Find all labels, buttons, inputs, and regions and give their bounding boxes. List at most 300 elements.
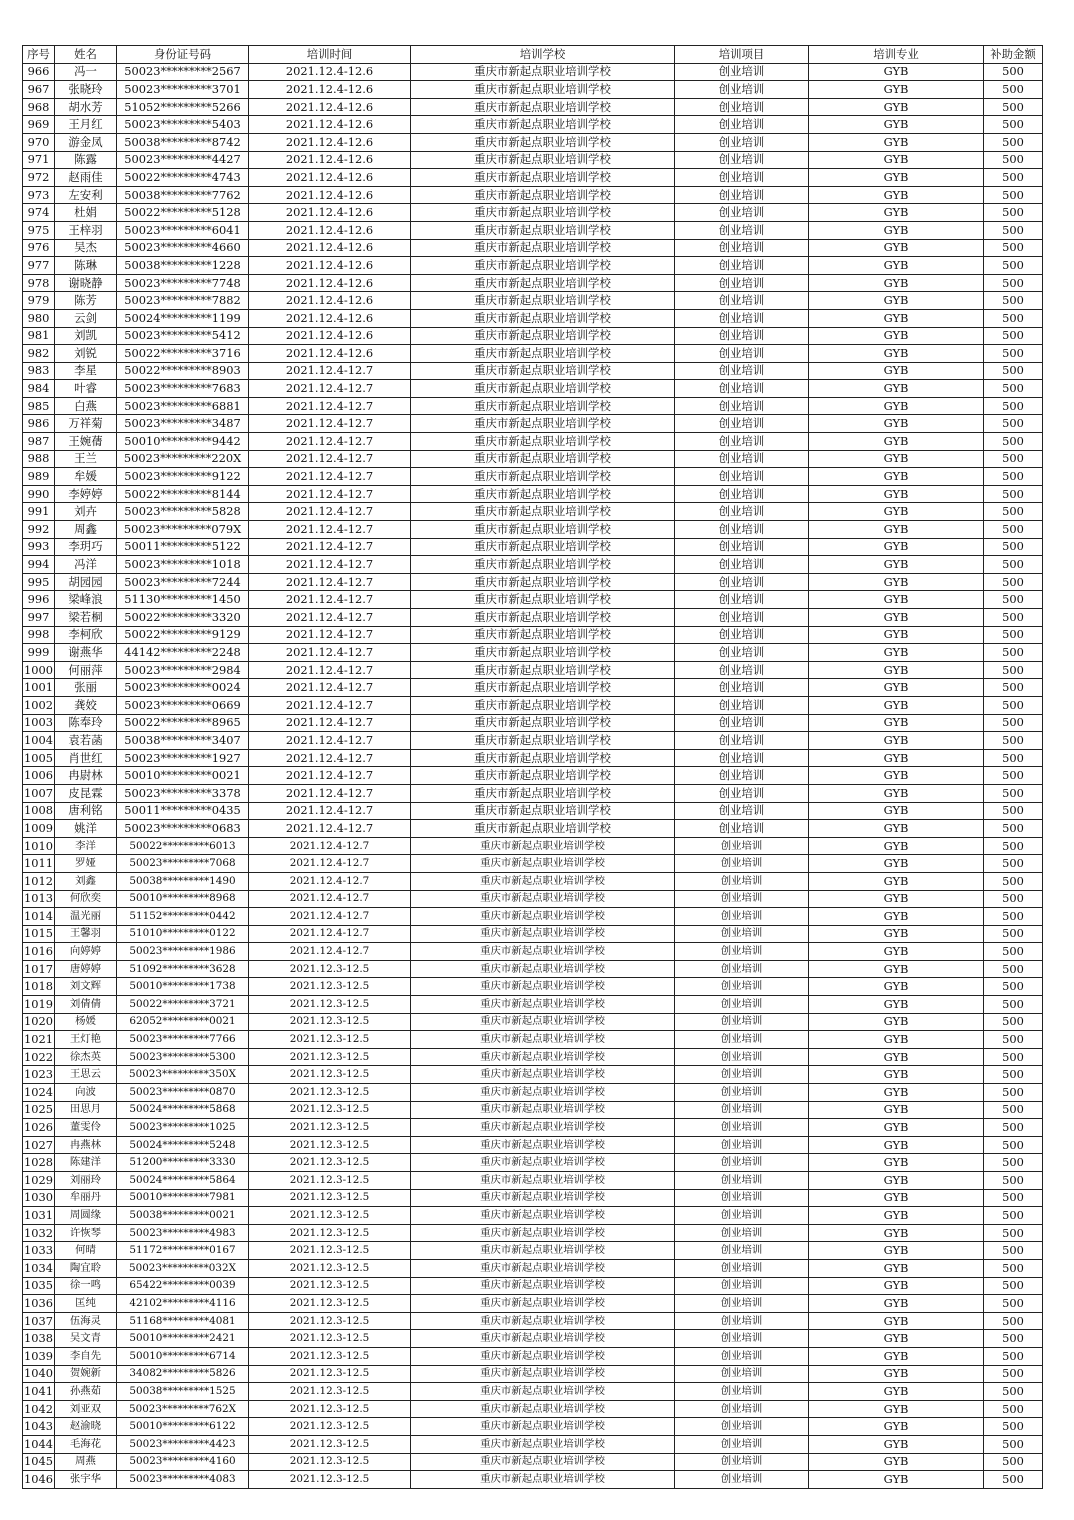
amount-cell: 500 bbox=[984, 908, 1043, 926]
serial-cell: 980 bbox=[23, 309, 55, 327]
table-row bbox=[23, 116, 1043, 134]
name-cell: 王月红 bbox=[55, 116, 117, 134]
training-time-cell: 2021.12.4-12.7 bbox=[249, 696, 411, 714]
serial-cell: 992 bbox=[23, 521, 55, 539]
name-cell: 周鑫 bbox=[55, 521, 117, 539]
major-cell: GYB bbox=[809, 925, 984, 943]
school-cell: 重庆市新起点职业培训学校 bbox=[411, 151, 675, 169]
amount-cell: 500 bbox=[984, 573, 1043, 591]
project-cell: 创业培训 bbox=[675, 1347, 809, 1365]
id-number-cell: 50038*********8742 bbox=[117, 133, 249, 151]
name-cell: 贺婉新 bbox=[55, 1365, 117, 1383]
id-number-cell: 44142*********2248 bbox=[117, 644, 249, 662]
name-cell: 张丽 bbox=[55, 679, 117, 697]
major-cell: GYB bbox=[809, 81, 984, 99]
serial-cell: 975 bbox=[23, 221, 55, 239]
id-number-cell: 50023*********5828 bbox=[117, 503, 249, 521]
training-time-cell: 2021.12.3-12.5 bbox=[249, 1453, 411, 1471]
table-row bbox=[23, 257, 1043, 275]
name-cell: 刘鑫 bbox=[55, 872, 117, 890]
table-row bbox=[23, 169, 1043, 187]
table-row bbox=[23, 1189, 1043, 1207]
school-cell: 重庆市新起点职业培训学校 bbox=[411, 749, 675, 767]
major-cell: GYB bbox=[809, 1189, 984, 1207]
amount-cell: 500 bbox=[984, 1400, 1043, 1418]
serial-cell: 990 bbox=[23, 485, 55, 503]
major-cell: GYB bbox=[809, 362, 984, 380]
training-time-cell: 2021.12.4-12.7 bbox=[249, 925, 411, 943]
training-time-cell: 2021.12.3-12.5 bbox=[249, 978, 411, 996]
amount-cell: 500 bbox=[984, 1330, 1043, 1348]
major-cell: GYB bbox=[809, 644, 984, 662]
major-cell: GYB bbox=[809, 1224, 984, 1242]
serial-cell: 967 bbox=[23, 81, 55, 99]
table-row bbox=[23, 890, 1043, 908]
id-number-cell: 50023*********1927 bbox=[117, 749, 249, 767]
amount-cell: 500 bbox=[984, 380, 1043, 398]
amount-cell: 500 bbox=[984, 1136, 1043, 1154]
school-cell: 重庆市新起点职业培训学校 bbox=[411, 626, 675, 644]
serial-cell: 982 bbox=[23, 345, 55, 363]
major-cell: GYB bbox=[809, 1119, 984, 1137]
name-cell: 杨媛 bbox=[55, 1013, 117, 1031]
training-time-cell: 2021.12.4-12.7 bbox=[249, 573, 411, 591]
major-cell: GYB bbox=[809, 784, 984, 802]
training-time-cell: 2021.12.3-12.5 bbox=[249, 1295, 411, 1313]
training-time-cell: 2021.12.4-12.7 bbox=[249, 556, 411, 574]
project-cell: 创业培训 bbox=[675, 1154, 809, 1172]
project-cell: 创业培训 bbox=[675, 1084, 809, 1102]
major-cell: GYB bbox=[809, 1101, 984, 1119]
amount-cell: 500 bbox=[984, 1207, 1043, 1225]
serial-cell: 983 bbox=[23, 362, 55, 380]
training-time-cell: 2021.12.4-12.7 bbox=[249, 433, 411, 451]
training-time-cell: 2021.12.4-12.7 bbox=[249, 485, 411, 503]
project-cell: 创业培训 bbox=[675, 169, 809, 187]
table-row bbox=[23, 1084, 1043, 1102]
project-cell: 创业培训 bbox=[675, 1453, 809, 1471]
table-row bbox=[23, 1154, 1043, 1172]
project-cell: 创业培训 bbox=[675, 1277, 809, 1295]
serial-cell: 1036 bbox=[23, 1295, 55, 1313]
amount-cell: 500 bbox=[984, 837, 1043, 855]
project-cell: 创业培训 bbox=[675, 820, 809, 838]
table-row bbox=[23, 1400, 1043, 1418]
project-cell: 创业培训 bbox=[675, 925, 809, 943]
major-cell: GYB bbox=[809, 1418, 984, 1436]
name-cell: 伍海灵 bbox=[55, 1312, 117, 1330]
major-cell: GYB bbox=[809, 169, 984, 187]
serial-cell: 971 bbox=[23, 151, 55, 169]
name-cell: 陈露 bbox=[55, 151, 117, 169]
school-cell: 重庆市新起点职业培训学校 bbox=[411, 433, 675, 451]
name-cell: 赵雨佳 bbox=[55, 169, 117, 187]
name-cell: 张宇华 bbox=[55, 1471, 117, 1489]
major-cell: GYB bbox=[809, 855, 984, 873]
serial-cell: 1035 bbox=[23, 1277, 55, 1295]
amount-cell: 500 bbox=[984, 644, 1043, 662]
major-cell: GYB bbox=[809, 591, 984, 609]
project-cell: 创业培训 bbox=[675, 380, 809, 398]
id-number-cell: 50023*********6041 bbox=[117, 221, 249, 239]
table-row bbox=[23, 1031, 1043, 1049]
major-cell: GYB bbox=[809, 1330, 984, 1348]
table-row bbox=[23, 1365, 1043, 1383]
major-cell: GYB bbox=[809, 696, 984, 714]
amount-cell: 500 bbox=[984, 1259, 1043, 1277]
id-number-cell: 50038*********1490 bbox=[117, 872, 249, 890]
amount-cell: 500 bbox=[984, 943, 1043, 961]
serial-cell: 1033 bbox=[23, 1242, 55, 1260]
major-cell: GYB bbox=[809, 996, 984, 1014]
id-number-cell: 50023*********4423 bbox=[117, 1435, 249, 1453]
major-cell: GYB bbox=[809, 1066, 984, 1084]
name-cell: 刘凯 bbox=[55, 327, 117, 345]
header-training-school: 培训学校 bbox=[411, 46, 675, 64]
name-cell: 向波 bbox=[55, 1084, 117, 1102]
header-subsidy-amount: 补助金额 bbox=[984, 46, 1043, 64]
amount-cell: 500 bbox=[984, 151, 1043, 169]
name-cell: 田思月 bbox=[55, 1101, 117, 1119]
project-cell: 创业培训 bbox=[675, 609, 809, 627]
major-cell: GYB bbox=[809, 468, 984, 486]
school-cell: 重庆市新起点职业培训学校 bbox=[411, 1101, 675, 1119]
project-cell: 创业培训 bbox=[675, 1471, 809, 1489]
table-row bbox=[23, 1312, 1043, 1330]
major-cell: GYB bbox=[809, 1172, 984, 1190]
serial-cell: 984 bbox=[23, 380, 55, 398]
table-row bbox=[23, 1136, 1043, 1154]
school-cell: 重庆市新起点职业培训学校 bbox=[411, 1207, 675, 1225]
name-cell: 李洋 bbox=[55, 837, 117, 855]
amount-cell: 500 bbox=[984, 1224, 1043, 1242]
project-cell: 创业培训 bbox=[675, 257, 809, 275]
name-cell: 匡纯 bbox=[55, 1295, 117, 1313]
school-cell: 重庆市新起点职业培训学校 bbox=[411, 1418, 675, 1436]
name-cell: 皮昆霖 bbox=[55, 784, 117, 802]
project-cell: 创业培训 bbox=[675, 1066, 809, 1084]
table-row bbox=[23, 1224, 1043, 1242]
name-cell: 唐利铭 bbox=[55, 802, 117, 820]
id-number-cell: 50023*********4160 bbox=[117, 1453, 249, 1471]
serial-cell: 1022 bbox=[23, 1048, 55, 1066]
id-number-cell: 50023*********079X bbox=[117, 521, 249, 539]
serial-cell: 1029 bbox=[23, 1172, 55, 1190]
project-cell: 创业培训 bbox=[675, 1418, 809, 1436]
school-cell: 重庆市新起点职业培训学校 bbox=[411, 1189, 675, 1207]
school-cell: 重庆市新起点职业培训学校 bbox=[411, 820, 675, 838]
id-number-cell: 50023*********7068 bbox=[117, 855, 249, 873]
table-row bbox=[23, 274, 1043, 292]
table-row bbox=[23, 1418, 1043, 1436]
amount-cell: 500 bbox=[984, 1013, 1043, 1031]
serial-cell: 1023 bbox=[23, 1066, 55, 1084]
training-time-cell: 2021.12.4-12.6 bbox=[249, 204, 411, 222]
school-cell: 重庆市新起点职业培训学校 bbox=[411, 63, 675, 81]
amount-cell: 500 bbox=[984, 538, 1043, 556]
table-row bbox=[23, 362, 1043, 380]
school-cell: 重庆市新起点职业培训学校 bbox=[411, 784, 675, 802]
training-time-cell: 2021.12.4-12.6 bbox=[249, 221, 411, 239]
id-number-cell: 50023*********3378 bbox=[117, 784, 249, 802]
id-number-cell: 50038*********0021 bbox=[117, 1207, 249, 1225]
school-cell: 重庆市新起点职业培训学校 bbox=[411, 98, 675, 116]
training-time-cell: 2021.12.3-12.5 bbox=[249, 1418, 411, 1436]
project-cell: 创业培训 bbox=[675, 397, 809, 415]
major-cell: GYB bbox=[809, 890, 984, 908]
training-time-cell: 2021.12.4-12.6 bbox=[249, 274, 411, 292]
id-number-cell: 50023*********1986 bbox=[117, 943, 249, 961]
id-number-cell: 50023*********762X bbox=[117, 1400, 249, 1418]
training-time-cell: 2021.12.3-12.5 bbox=[249, 1400, 411, 1418]
project-cell: 创业培训 bbox=[675, 1031, 809, 1049]
name-cell: 徐一鸣 bbox=[55, 1277, 117, 1295]
school-cell: 重庆市新起点职业培训学校 bbox=[411, 239, 675, 257]
name-cell: 吴杰 bbox=[55, 239, 117, 257]
training-time-cell: 2021.12.3-12.5 bbox=[249, 1312, 411, 1330]
table-row bbox=[23, 644, 1043, 662]
school-cell: 重庆市新起点职业培训学校 bbox=[411, 362, 675, 380]
id-number-cell: 50010*********7981 bbox=[117, 1189, 249, 1207]
training-time-cell: 2021.12.4-12.7 bbox=[249, 679, 411, 697]
amount-cell: 500 bbox=[984, 1295, 1043, 1313]
training-time-cell: 2021.12.3-12.5 bbox=[249, 1365, 411, 1383]
id-number-cell: 50023*********7766 bbox=[117, 1031, 249, 1049]
training-time-cell: 2021.12.4-12.6 bbox=[249, 309, 411, 327]
amount-cell: 500 bbox=[984, 468, 1043, 486]
serial-cell: 995 bbox=[23, 573, 55, 591]
serial-cell: 1007 bbox=[23, 784, 55, 802]
amount-cell: 500 bbox=[984, 872, 1043, 890]
name-cell: 王馨羽 bbox=[55, 925, 117, 943]
project-cell: 创业培训 bbox=[675, 292, 809, 310]
training-time-cell: 2021.12.3-12.5 bbox=[249, 1189, 411, 1207]
id-number-cell: 50023*********4083 bbox=[117, 1471, 249, 1489]
training-time-cell: 2021.12.4-12.7 bbox=[249, 802, 411, 820]
id-number-cell: 34082*********5826 bbox=[117, 1365, 249, 1383]
project-cell: 创业培训 bbox=[675, 1435, 809, 1453]
school-cell: 重庆市新起点职业培训学校 bbox=[411, 890, 675, 908]
project-cell: 创业培训 bbox=[675, 1383, 809, 1401]
training-time-cell: 2021.12.3-12.5 bbox=[249, 1101, 411, 1119]
name-cell: 徐杰英 bbox=[55, 1048, 117, 1066]
table-row bbox=[23, 521, 1043, 539]
table-row bbox=[23, 1259, 1043, 1277]
school-cell: 重庆市新起点职业培训学校 bbox=[411, 591, 675, 609]
table-row bbox=[23, 151, 1043, 169]
school-cell: 重庆市新起点职业培训学校 bbox=[411, 204, 675, 222]
table-row bbox=[23, 1101, 1043, 1119]
name-cell: 周燕 bbox=[55, 1453, 117, 1471]
school-cell: 重庆市新起点职业培训学校 bbox=[411, 1031, 675, 1049]
project-cell: 创业培训 bbox=[675, 468, 809, 486]
training-time-cell: 2021.12.3-12.5 bbox=[249, 996, 411, 1014]
training-time-cell: 2021.12.4-12.7 bbox=[249, 784, 411, 802]
project-cell: 创业培训 bbox=[675, 556, 809, 574]
table-row bbox=[23, 63, 1043, 81]
amount-cell: 500 bbox=[984, 169, 1043, 187]
name-cell: 李婷婷 bbox=[55, 485, 117, 503]
table-row bbox=[23, 696, 1043, 714]
training-time-cell: 2021.12.4-12.7 bbox=[249, 521, 411, 539]
serial-cell: 1043 bbox=[23, 1418, 55, 1436]
major-cell: GYB bbox=[809, 732, 984, 750]
serial-cell: 1030 bbox=[23, 1189, 55, 1207]
id-number-cell: 50010*********0021 bbox=[117, 767, 249, 785]
project-cell: 创业培训 bbox=[675, 433, 809, 451]
table-row bbox=[23, 433, 1043, 451]
table-row bbox=[23, 1471, 1043, 1489]
table-row bbox=[23, 1453, 1043, 1471]
school-cell: 重庆市新起点职业培训学校 bbox=[411, 556, 675, 574]
training-time-cell: 2021.12.3-12.5 bbox=[249, 1224, 411, 1242]
major-cell: GYB bbox=[809, 204, 984, 222]
serial-cell: 1009 bbox=[23, 820, 55, 838]
name-cell: 万祥菊 bbox=[55, 415, 117, 433]
major-cell: GYB bbox=[809, 609, 984, 627]
table-row bbox=[23, 714, 1043, 732]
serial-cell: 985 bbox=[23, 397, 55, 415]
training-time-cell: 2021.12.3-12.5 bbox=[249, 1031, 411, 1049]
major-cell: GYB bbox=[809, 1453, 984, 1471]
school-cell: 重庆市新起点职业培训学校 bbox=[411, 1435, 675, 1453]
name-cell: 王灯艳 bbox=[55, 1031, 117, 1049]
table-row bbox=[23, 626, 1043, 644]
table-row bbox=[23, 1013, 1043, 1031]
training-time-cell: 2021.12.3-12.5 bbox=[249, 1048, 411, 1066]
project-cell: 创业培训 bbox=[675, 485, 809, 503]
training-time-cell: 2021.12.4-12.7 bbox=[249, 503, 411, 521]
project-cell: 创业培训 bbox=[675, 784, 809, 802]
amount-cell: 500 bbox=[984, 996, 1043, 1014]
id-number-cell: 51092*********3628 bbox=[117, 960, 249, 978]
name-cell: 陶宜聆 bbox=[55, 1259, 117, 1277]
project-cell: 创业培训 bbox=[675, 749, 809, 767]
name-cell: 刘亚双 bbox=[55, 1400, 117, 1418]
table-row bbox=[23, 538, 1043, 556]
table-row bbox=[23, 468, 1043, 486]
amount-cell: 500 bbox=[984, 1172, 1043, 1190]
name-cell: 胡园园 bbox=[55, 573, 117, 591]
serial-cell: 1034 bbox=[23, 1259, 55, 1277]
school-cell: 重庆市新起点职业培训学校 bbox=[411, 1154, 675, 1172]
school-cell: 重庆市新起点职业培训学校 bbox=[411, 855, 675, 873]
name-cell: 左安利 bbox=[55, 186, 117, 204]
school-cell: 重庆市新起点职业培训学校 bbox=[411, 257, 675, 275]
major-cell: GYB bbox=[809, 1242, 984, 1260]
id-number-cell: 50023*********350X bbox=[117, 1066, 249, 1084]
serial-cell: 968 bbox=[23, 98, 55, 116]
school-cell: 重庆市新起点职业培训学校 bbox=[411, 450, 675, 468]
project-cell: 创业培训 bbox=[675, 1259, 809, 1277]
school-cell: 重庆市新起点职业培训学校 bbox=[411, 327, 675, 345]
amount-cell: 500 bbox=[984, 1242, 1043, 1260]
amount-cell: 500 bbox=[984, 802, 1043, 820]
table-row bbox=[23, 908, 1043, 926]
table-row bbox=[23, 397, 1043, 415]
serial-cell: 997 bbox=[23, 609, 55, 627]
project-cell: 创业培训 bbox=[675, 204, 809, 222]
amount-cell: 500 bbox=[984, 1084, 1043, 1102]
id-number-cell: 50010*********8968 bbox=[117, 890, 249, 908]
serial-cell: 978 bbox=[23, 274, 55, 292]
serial-cell: 994 bbox=[23, 556, 55, 574]
id-number-cell: 50023*********4983 bbox=[117, 1224, 249, 1242]
training-time-cell: 2021.12.3-12.5 bbox=[249, 1259, 411, 1277]
school-cell: 重庆市新起点职业培训学校 bbox=[411, 1400, 675, 1418]
project-cell: 创业培训 bbox=[675, 1136, 809, 1154]
major-cell: GYB bbox=[809, 415, 984, 433]
major-cell: GYB bbox=[809, 257, 984, 275]
amount-cell: 500 bbox=[984, 485, 1043, 503]
school-cell: 重庆市新起点职业培训学校 bbox=[411, 573, 675, 591]
training-time-cell: 2021.12.3-12.5 bbox=[249, 1013, 411, 1031]
training-time-cell: 2021.12.3-12.5 bbox=[249, 1383, 411, 1401]
school-cell: 重庆市新起点职业培训学校 bbox=[411, 609, 675, 627]
id-number-cell: 50022*********8144 bbox=[117, 485, 249, 503]
name-cell: 张晓玲 bbox=[55, 81, 117, 99]
major-cell: GYB bbox=[809, 521, 984, 539]
training-time-cell: 2021.12.4-12.7 bbox=[249, 714, 411, 732]
table-row bbox=[23, 1119, 1043, 1137]
major-cell: GYB bbox=[809, 133, 984, 151]
serial-cell: 1024 bbox=[23, 1084, 55, 1102]
amount-cell: 500 bbox=[984, 784, 1043, 802]
serial-cell: 998 bbox=[23, 626, 55, 644]
amount-cell: 500 bbox=[984, 1119, 1043, 1137]
project-cell: 创业培训 bbox=[675, 1242, 809, 1260]
major-cell: GYB bbox=[809, 802, 984, 820]
serial-cell: 1045 bbox=[23, 1453, 55, 1471]
name-cell: 何丽萍 bbox=[55, 661, 117, 679]
project-cell: 创业培训 bbox=[675, 591, 809, 609]
table-row bbox=[23, 609, 1043, 627]
serial-cell: 1040 bbox=[23, 1365, 55, 1383]
amount-cell: 500 bbox=[984, 714, 1043, 732]
major-cell: GYB bbox=[809, 872, 984, 890]
amount-cell: 500 bbox=[984, 890, 1043, 908]
school-cell: 重庆市新起点职业培训学校 bbox=[411, 133, 675, 151]
amount-cell: 500 bbox=[984, 1418, 1043, 1436]
major-cell: GYB bbox=[809, 1013, 984, 1031]
major-cell: GYB bbox=[809, 767, 984, 785]
amount-cell: 500 bbox=[984, 1154, 1043, 1172]
id-number-cell: 50011*********5122 bbox=[117, 538, 249, 556]
training-time-cell: 2021.12.4-12.7 bbox=[249, 397, 411, 415]
project-cell: 创业培训 bbox=[675, 1295, 809, 1313]
project-cell: 创业培训 bbox=[675, 186, 809, 204]
school-cell: 重庆市新起点职业培训学校 bbox=[411, 186, 675, 204]
school-cell: 重庆市新起点职业培训学校 bbox=[411, 1013, 675, 1031]
table-row bbox=[23, 784, 1043, 802]
name-cell: 刘锐 bbox=[55, 345, 117, 363]
project-cell: 创业培训 bbox=[675, 644, 809, 662]
major-cell: GYB bbox=[809, 1435, 984, 1453]
id-number-cell: 50023*********7244 bbox=[117, 573, 249, 591]
major-cell: GYB bbox=[809, 221, 984, 239]
school-cell: 重庆市新起点职业培训学校 bbox=[411, 908, 675, 926]
amount-cell: 500 bbox=[984, 1471, 1043, 1489]
training-time-cell: 2021.12.4-12.6 bbox=[249, 151, 411, 169]
major-cell: GYB bbox=[809, 626, 984, 644]
training-time-cell: 2021.12.4-12.6 bbox=[249, 327, 411, 345]
header-name: 姓名 bbox=[55, 46, 117, 64]
project-cell: 创业培训 bbox=[675, 133, 809, 151]
school-cell: 重庆市新起点职业培训学校 bbox=[411, 485, 675, 503]
amount-cell: 500 bbox=[984, 521, 1043, 539]
name-cell: 梁峰浪 bbox=[55, 591, 117, 609]
major-cell: GYB bbox=[809, 292, 984, 310]
